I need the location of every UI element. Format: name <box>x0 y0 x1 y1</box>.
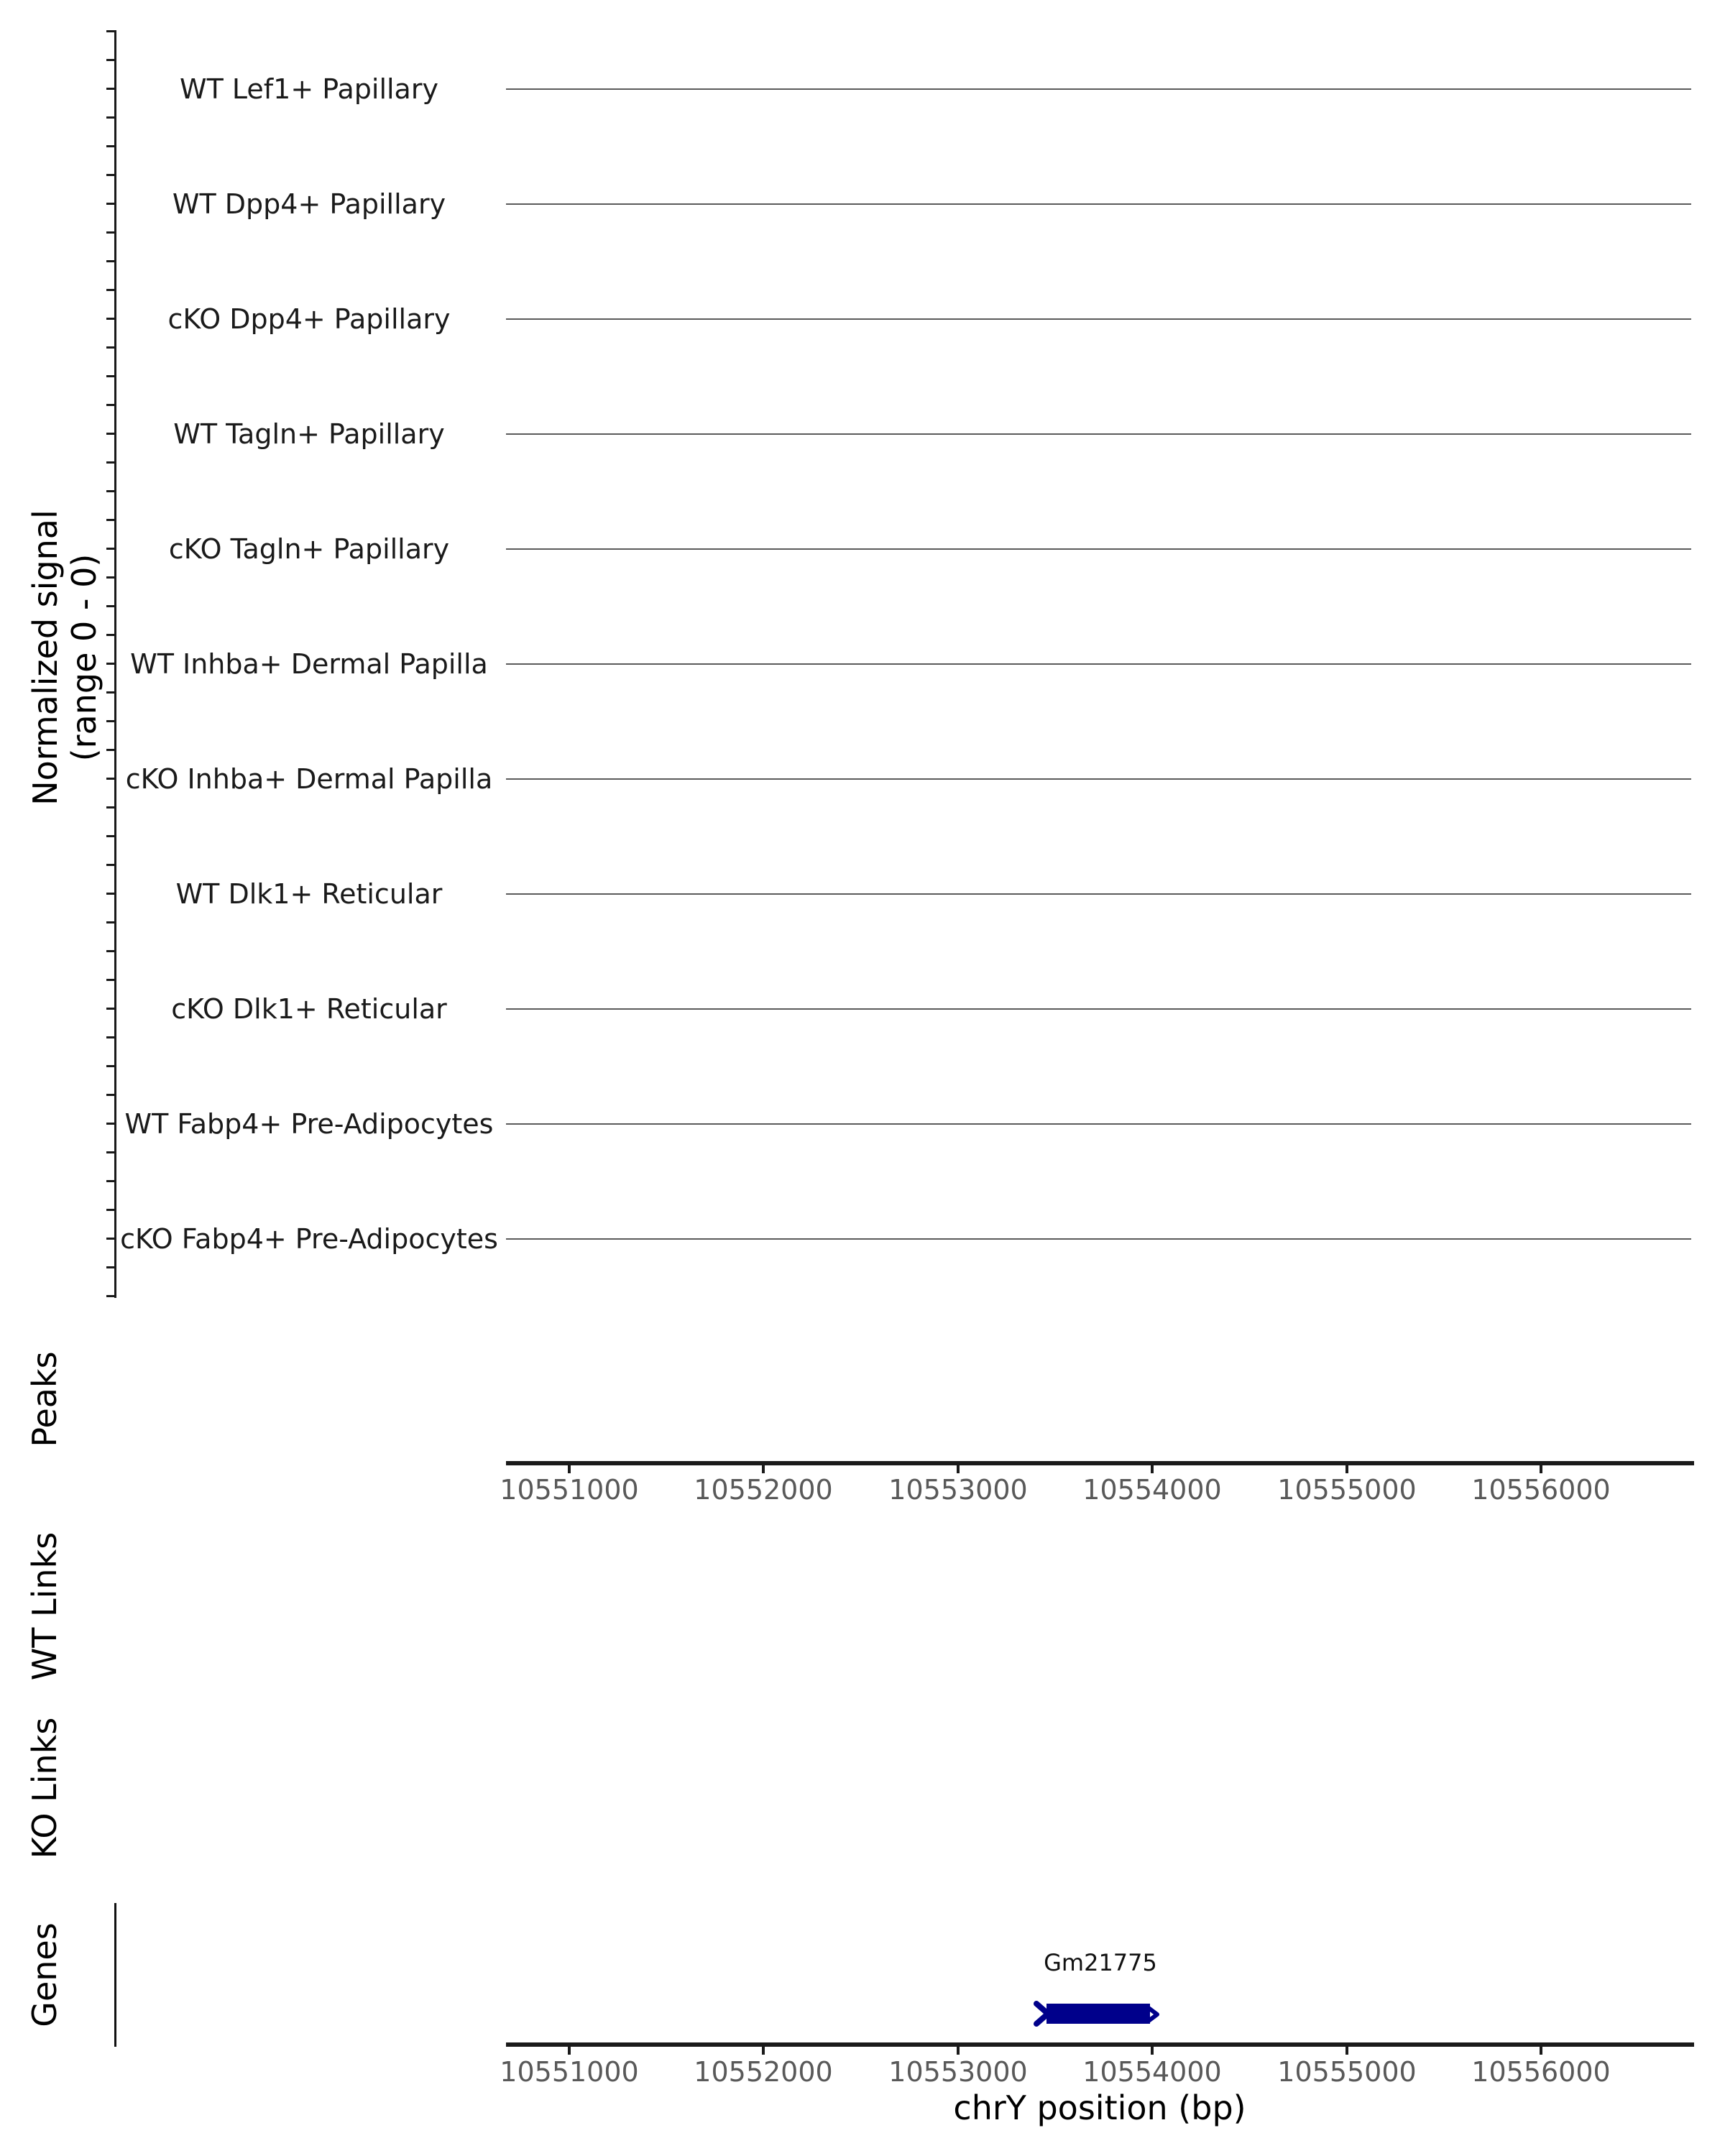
section-label-wt-links: WT Links <box>25 1531 64 1681</box>
genome-axis-tick <box>1346 1465 1348 1473</box>
genome-axis-tick <box>957 1465 960 1473</box>
track-signal-line <box>506 1238 1691 1240</box>
track-signal-line <box>506 548 1691 550</box>
track-label: cKO Inhba+ Dermal Papilla <box>125 763 493 795</box>
y-axis-tick <box>106 1036 115 1038</box>
track-signal-line <box>506 1123 1691 1125</box>
track-signal-line <box>506 778 1691 780</box>
genome-axis-tick-label: 10556000 <box>1471 2056 1611 2088</box>
track-label: cKO Tagln+ Papillary <box>168 533 450 565</box>
gene-strand-chevron-left-icon <box>1032 2001 1054 2027</box>
gene-strand-chevron-right-icon <box>1146 2006 1162 2023</box>
gene-body <box>1046 2004 1150 2024</box>
genome-axis-tick <box>1346 2047 1348 2055</box>
y-axis-tick <box>106 231 115 234</box>
track-label: WT Dlk1+ Reticular <box>175 878 443 910</box>
y-axis-tick <box>106 174 115 176</box>
genome-axis-tick <box>568 1465 571 1473</box>
track-label: WT Lef1+ Papillary <box>180 73 438 105</box>
track-label: cKO Dlk1+ Reticular <box>171 993 447 1025</box>
y-axis-tick <box>106 749 115 751</box>
y-axis-tick <box>106 979 115 981</box>
track-label: cKO Dpp4+ Papillary <box>167 303 451 335</box>
x-axis-title: chrY position (bp) <box>953 2088 1246 2127</box>
genome-axis-tick <box>568 2047 571 2055</box>
y-axis-tick <box>106 519 115 521</box>
bottom-genome-axis-line <box>506 2042 1694 2047</box>
track-signal-line <box>506 433 1691 435</box>
gene-name-label: Gm21775 <box>1044 1949 1157 1976</box>
y-axis-tick <box>106 30 115 32</box>
y-axis-tick <box>106 864 115 866</box>
genome-axis-tick <box>762 1465 765 1473</box>
genome-axis-tick-label: 10553000 <box>888 2056 1028 2088</box>
y-axis-tick <box>106 461 115 464</box>
y-axis-tick <box>106 145 115 147</box>
track-label: WT Dpp4+ Papillary <box>172 188 446 220</box>
y-axis-tick <box>106 605 115 607</box>
y-axis-tick <box>106 1209 115 1211</box>
genome-axis-tick-label: 10554000 <box>1082 1474 1222 1506</box>
peaks-genome-axis-line <box>506 1461 1694 1465</box>
section-label-ko-links: KO Links <box>25 1717 64 1859</box>
track-label: WT Fabp4+ Pre-Adipocytes <box>124 1108 494 1140</box>
track-signal-line <box>506 318 1691 320</box>
genome-axis-tick-label: 10552000 <box>694 2056 833 2088</box>
y-axis-tick <box>106 720 115 722</box>
track-label: WT Inhba+ Dermal Papilla <box>130 648 488 680</box>
y-axis-tick <box>106 1266 115 1268</box>
y-axis-tick <box>106 921 115 923</box>
y-axis-title-line2: (range 0 - 0) <box>65 553 104 762</box>
track-signal-line <box>506 893 1691 895</box>
y-axis-tick <box>106 806 115 808</box>
track-signal-line <box>506 88 1691 90</box>
genome-axis-tick-label: 10553000 <box>888 1474 1028 1506</box>
section-label-peaks: Peaks <box>25 1351 64 1447</box>
y-axis-tick <box>106 950 115 952</box>
genome-axis-tick-label: 10552000 <box>694 1474 833 1506</box>
y-axis-tick <box>106 346 115 349</box>
y-axis-tick <box>106 634 115 636</box>
genome-axis-tick <box>1151 1465 1154 1473</box>
y-axis-tick <box>106 576 115 579</box>
genes-axis-bracket <box>114 1903 116 2047</box>
genome-axis-tick-label: 10555000 <box>1277 1474 1417 1506</box>
genome-axis-tick-label: 10555000 <box>1277 2056 1417 2088</box>
genome-axis-tick <box>762 2047 765 2055</box>
genome-axis-tick-label: 10556000 <box>1471 1474 1611 1506</box>
y-axis-tick <box>106 490 115 492</box>
genome-axis-tick-label: 10554000 <box>1082 2056 1222 2088</box>
y-axis-tick <box>106 1180 115 1182</box>
y-axis-tick <box>106 375 115 377</box>
genome-axis-tick <box>1540 2047 1542 2055</box>
genome-axis-tick <box>1540 1465 1542 1473</box>
y-axis-tick <box>106 59 115 61</box>
section-label-genes: Genes <box>25 1922 64 2027</box>
y-axis-tick <box>106 260 115 262</box>
y-axis-tick <box>106 289 115 291</box>
genome-axis-tick-label: 10551000 <box>500 2056 639 2088</box>
genome-axis-tick <box>957 2047 960 2055</box>
track-signal-line <box>506 1008 1691 1010</box>
y-axis-tick <box>106 1295 115 1297</box>
y-axis-title-line1: Normalized signal <box>26 510 65 806</box>
track-label: cKO Fabp4+ Pre-Adipocytes <box>120 1223 498 1255</box>
y-axis-tick <box>106 835 115 837</box>
track-signal-line <box>506 663 1691 665</box>
track-signal-line <box>506 203 1691 205</box>
y-axis-tick <box>106 116 115 119</box>
y-axis-tick <box>106 691 115 694</box>
genome-axis-tick-label: 10551000 <box>500 1474 639 1506</box>
y-axis-tick <box>106 1094 115 1096</box>
genome-axis-tick <box>1151 2047 1154 2055</box>
track-label: WT Tagln+ Papillary <box>173 418 445 450</box>
y-axis-tick <box>106 1065 115 1067</box>
y-axis-tick <box>106 1151 115 1153</box>
y-axis-tick <box>106 404 115 406</box>
